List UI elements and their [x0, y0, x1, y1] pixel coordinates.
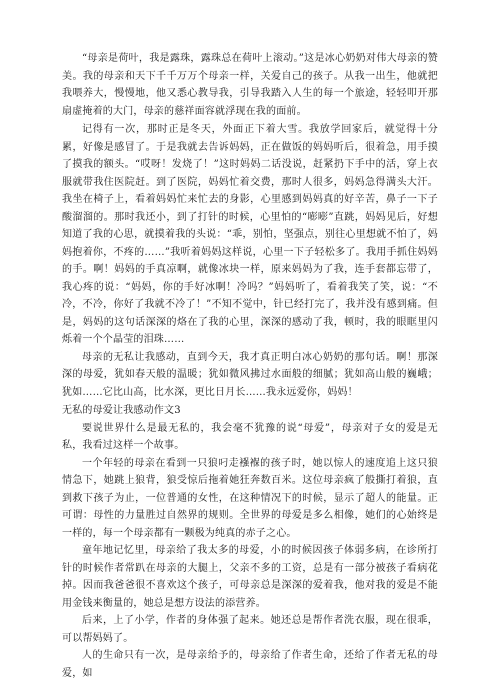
paragraph-intro: “母亲是荷叶，我是露珠，露珠总在荷叶上滚动。”这是冰心奶奶对伟大母亲的赞美。我的母亲和天下千千万万个母亲一样，关爱自己的孩子。从我一出生，他就把我喂养大，慢慢地，他又悉心教导我，引导我踏入人生的每一个旅途，轻轻叩开那扇虚掩着的大门，母亲的慈祥面容就浮现在我的面前。: [62, 53, 438, 117]
paragraph-conclusion: 母亲的无私让我感动，直到今天，我才真正明白冰心奶奶的那句话。啊！那深深的母爱，犹如春天般的温暖；犹如微风拂过水面般的细腻；犹如高山般的巍峨；犹如……它比山高，比水深，更比日月长……我永远爱你，妈妈！: [62, 351, 438, 398]
paragraph-childhood: 童年地记忆里，母亲给了我太多的母爱，小的时候因孩子体弱多病，在诊所打针的时候作者常趴在母亲的大腿上，父亲不多的工资，总是有一部分被孩子看病花掉。因而我爸爸很不喜欢这个孩子，可母亲总是深深的爱着我，他对我的爱是不能用金钱来衡量的，她总是想方设法的添营养。: [62, 545, 438, 609]
paragraph-story: 记得有一次，那时正是冬天，外面正下着大雪。我放学回家后，就觉得十分累，好像是感冒了。于是我就去告诉妈妈，正在做饭的妈妈听后，很着急，用手摸了摸我的额头。“哎呀！发烧了！”这时妈妈二话没说，赶紧扔下手中的活，穿上衣服就带我住医院赶。到了医院，妈妈忙着交费，那时人很多，妈妈急得满头大汗。我坐在椅子上，看着妈妈忙来忙去的身影，心里感到妈妈真的好辛苦，鼻子一下子酸溜溜的。那时我还小，到了打针的时候，心里怕的“嘭嘭”直跳，妈妈见后，好想知道了我的心思，就摸着我的头说：“乖，别怕，坚强点，别往心里想就不怕了，妈妈抱着你，不疼的……”我听着妈妈这样说，心里一下子轻松多了。我用手抓住妈妈的手。啊！妈妈的手真凉啊，就像冰块一样，原来妈妈为了我，连手套都忘带了，我心疼的说：“妈妈，你的手好冰啊！冷吗？”妈妈听了，看着我笑了笑，说：“不冷，不冷，你好了我就不冷了！”不知不觉中，针已经打完了，我并没有感到痛。但是，妈妈的这句话深深的烙在了我的心里，深深的感动了我，顿时，我的眼眶里闪烁着一个个晶莹的泪珠……: [62, 124, 438, 345]
essay-title: 无私的母爱让我感动作文3: [62, 405, 181, 416]
paragraph-essay3-intro: 要说世界什么是最无私的，我会毫不犹豫的说“母爱”，母亲对子女的爱是无私，我看过这样一个故事。: [62, 422, 438, 451]
paragraph-school: 后来，上了小学，作者的身体强了起来。她还总是帮作者洗衣服，现在很乖，可以帮妈妈了。: [62, 615, 438, 644]
paragraph-life: 人的生命只有一次，是母亲给予的，母亲给了作者生命，还给了作者无私的母爱，如: [62, 650, 438, 679]
paragraph-wolf-story: 一个年轻的母亲在看到一只狼叼走襁褓的孩子时，她以惊人的速度追上这只狼情急下，她跳上狼背，狼受惊后拖着她狂奔数百米。这位母亲疯了般撕打着狼，直到救下孩子为止，一位普通的女性，在这种情况下的时候，显示了超人的能量。正可谓：母性的力量胜过自然界的规则。全世界的母爱是多么相像，她们的心始终是一样的，每一个母亲都有一颗极为纯真的赤子之心。: [62, 457, 438, 539]
